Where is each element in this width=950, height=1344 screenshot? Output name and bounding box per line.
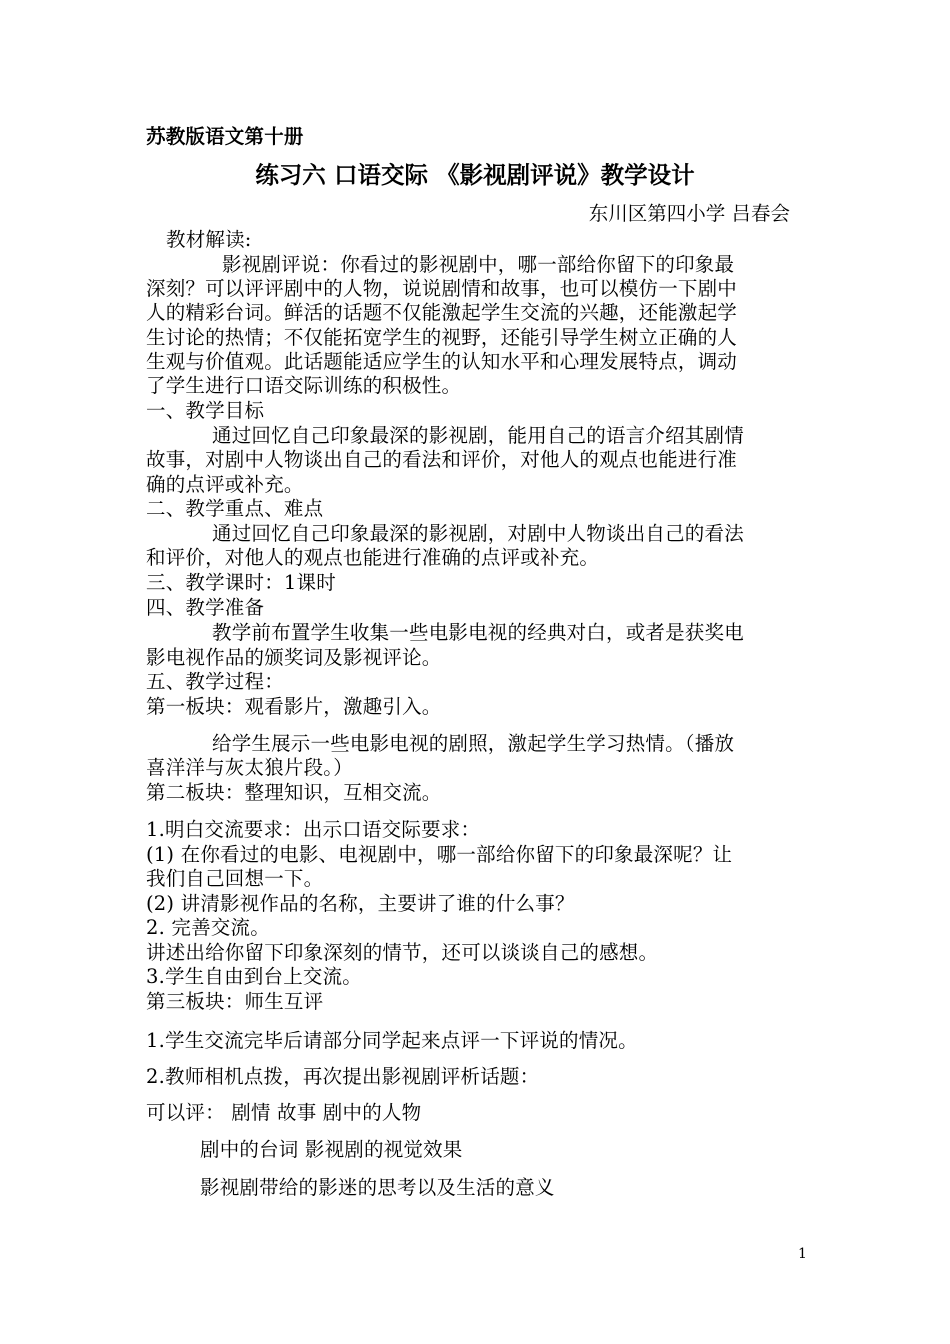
- author-line: 东川区第四小学 吕春会: [588, 202, 790, 225]
- paragraph-line: 影电视作品的颁奖词及影视评论。: [146, 646, 442, 669]
- section-heading: 五、教学过程：: [146, 670, 284, 693]
- paragraph-line: 故事，对剧中人物谈出自己的看法和评价，对他人的观点也能进行准: [146, 448, 738, 471]
- paragraph-line: 通过回忆自己印象最深的影视剧，能用自己的语言介绍其剧情: [212, 424, 744, 447]
- block-heading: 第一板块：观看影片，激趣引入。: [146, 695, 442, 718]
- paragraph-line: 深刻？可以评评剧中的人物，说说剧情和故事，也可以模仿一下剧中: [146, 277, 738, 300]
- paragraph-line: 确的点评或补充。: [146, 473, 304, 496]
- document-title: 练习六 口语交际 《影视剧评说》教学设计: [255, 161, 695, 189]
- list-item: 讲述出给你留下印象深刻的情节，还可以谈谈自己的感想。: [146, 941, 659, 964]
- section-heading: 一、教学目标: [146, 399, 265, 422]
- list-item: 1.明白交流要求：出示口语交际要求：: [146, 818, 481, 841]
- block-heading: 第三板块：师生互评: [146, 990, 324, 1013]
- list-item: (1) 在你看过的电影、电视剧中，哪一部给你留下的印象最深呢？让: [146, 843, 733, 866]
- paragraph-line: 和评价，对他人的观点也能进行准确的点评或补充。: [146, 546, 600, 569]
- list-item: 可以评： 剧情 故事 剧中的人物: [146, 1101, 422, 1124]
- paragraph-line: 喜洋洋与灰太狼片段。）: [146, 756, 353, 779]
- paragraph-line: 给学生展示一些电影电视的剧照，激起学生学习热情。（播放: [212, 732, 735, 755]
- paragraph-line: 人的精彩台词。鲜活的话题不仅能激起学生交流的兴趣，还能激起学: [146, 301, 738, 324]
- list-item: 2. 完善交流。: [146, 916, 270, 939]
- section-heading: 教材解读:: [166, 228, 252, 251]
- paragraph-line: 生讨论的热情；不仅能拓宽学生的视野，还能引导学生树立正确的人: [146, 326, 738, 349]
- list-item: 2.教师相机点拨，再次提出影视剧评析话题：: [146, 1065, 540, 1088]
- page-number: 1: [798, 1246, 807, 1262]
- list-item: 影视剧带给的影迷的思考以及生活的意义: [200, 1176, 555, 1199]
- section-heading: 四、教学准备: [146, 596, 265, 619]
- paragraph-line: 生观与价值观。此话题能适应学生的认知水平和心理发展特点，调动: [146, 350, 738, 373]
- section-heading: 二、教学重点、难点: [146, 497, 324, 520]
- list-item: 我们自己回想一下。: [146, 867, 324, 890]
- paragraph-line: 影视剧评说：你看过的影视剧中，哪一部给你留下的印象最: [222, 253, 735, 276]
- list-item: 1.学生交流完毕后请部分同学起来点评一下评说的情况。: [146, 1029, 638, 1052]
- paragraph-line: 了学生进行口语交际训练的积极性。: [146, 374, 462, 397]
- block-heading: 第二板块：整理知识，互相交流。: [146, 781, 442, 804]
- paragraph-line: 通过回忆自己印象最深的影视剧，对剧中人物谈出自己的看法: [212, 522, 744, 545]
- list-item: 3.学生自由到台上交流。: [146, 965, 363, 988]
- list-item: 剧中的台词 影视剧的视觉效果: [200, 1138, 463, 1161]
- paragraph-line: 教学前布置学生收集一些电影电视的经典对白，或者是获奖电: [212, 621, 744, 644]
- section-heading: 三、教学课时：1课时: [146, 571, 336, 594]
- list-item: (2) 讲清影视作品的名称，主要讲了谁的什么事？: [146, 892, 575, 915]
- series-label: 苏教版语文第十册: [146, 125, 304, 148]
